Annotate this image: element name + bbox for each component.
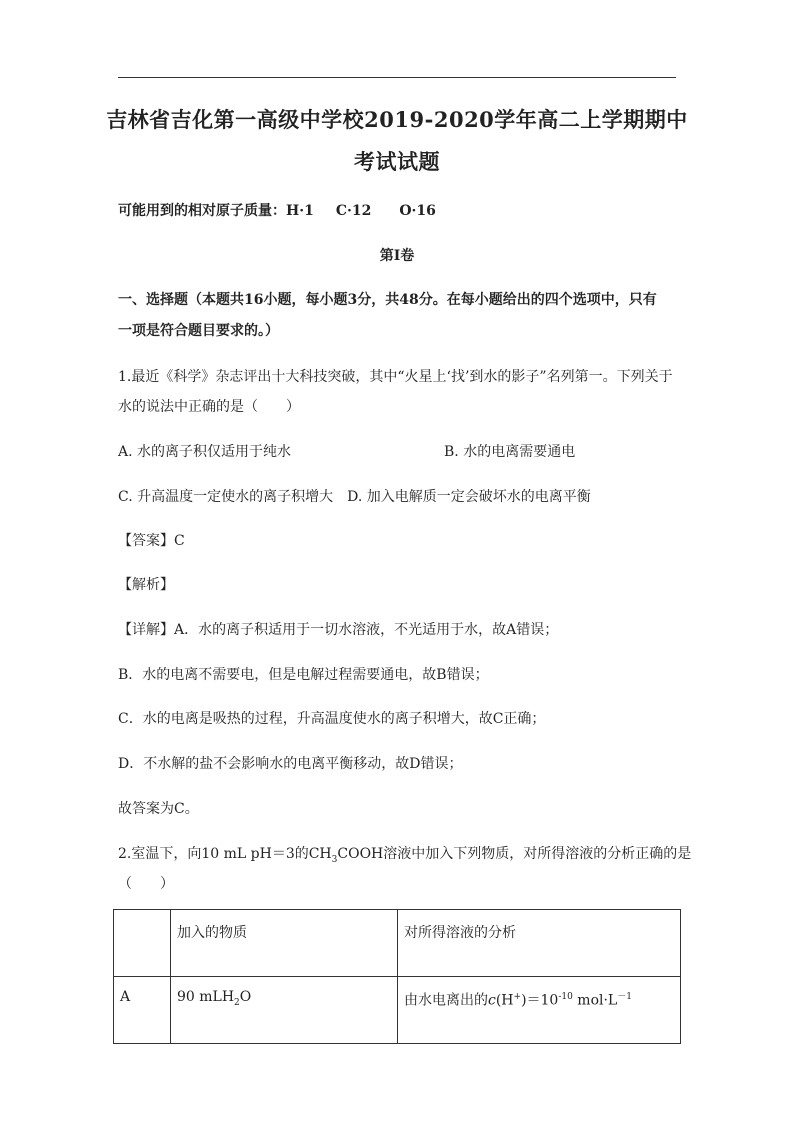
table-row [114,977,681,1044]
q1-stem-line-1: 1.最近《科学》杂志评出十大科技突破，其中“火星上‘找’到水的影子”名列第一。下列关于 [118,369,673,385]
table-header-cell-label [114,910,171,977]
analysis-a-paren: (H [495,992,514,1009]
analysis-a-pre: 由水电离出的 [404,992,488,1009]
atomic-mass-label: 可能用到的相对原子质量： [118,203,286,219]
q1-option-c-d: C. 升高温度一定使水的离子积增大 D. 加入电解质一定会破坏水的电离平衡 [118,489,591,505]
atomic-mass-line [118,200,436,220]
q1-option-b: B. 水的电离需要通电 [444,444,576,460]
q2-table [113,909,681,1044]
volume-label: 第Ⅰ卷 [379,248,415,264]
exam-title-line-1: 吉林省吉化第一高级中学校2019-2020学年高二上学期期中 [106,107,688,132]
table-header-row [114,910,681,977]
exam-title-line-2: 考试试题 [354,149,440,174]
q2-stem-line-1 [118,843,691,865]
atomic-mass-c: C·12 [335,203,372,219]
table-cell-substance-a [171,977,398,1044]
q1-option-a: A. 水的离子积仅适用于纯水 [118,444,292,460]
q1-detail-d: D．不水解的盐不会影响水的电离平衡移动，故D错误； [118,756,463,772]
analysis-a-unit: mol·L [572,992,618,1009]
table-cell-analysis-a [398,977,681,1044]
q1-detail-b: B．水的电离不需要电，但是电解过程需要通电，故B错误； [118,667,489,683]
header-rule [118,77,676,78]
q1-conclusion: 故答案为C。 [118,801,199,817]
q1-stem-line-2: 水的说法中正确的是（ ） [118,399,300,415]
analysis-a-unit-exp: －1 [617,992,632,1002]
table-header-cell-substance: 加入的物质 [171,910,398,977]
substance-a-sub: 2 [234,997,240,1008]
q1-analysis-label: 【解析】 [118,577,174,593]
q2-stem-line-2: （ ） [118,876,174,892]
analysis-a-plus: + [513,992,522,1002]
atomic-mass-h: H·1 [286,203,314,219]
section-heading-line-1: 一、选择题（本题共16小题，每小题3分，共48分。在每小题给出的四个选项中，只有 [118,292,657,308]
q1-detail-a: 【详解】A．水的离子积适用于一切水溶液，不光适用于水，故A错误； [118,622,559,638]
analysis-a-c: c [488,992,496,1009]
table-header-cell-analysis: 对所得溶液的分析 [398,910,681,977]
q2-stem-post: COOH溶液中加入下列物质，对所得溶液的分析正确的是 [337,846,692,862]
table-cell-option-a: A [114,977,171,1044]
atomic-mass-o: O·16 [399,203,436,219]
q2-stem-pre: 2.室温下，向10 mL pH＝3的CH [118,846,332,862]
analysis-a-exp: -10 [558,992,573,1002]
substance-a-pre: 90 mLH [177,989,235,1005]
substance-a-post: O [239,989,252,1005]
analysis-a-eq: )＝10 [521,992,559,1009]
q1-answer: 【答案】C [118,533,185,549]
q1-detail-c: C．水的电离是吸热的过程，升高温度使水的离子积增大，故C正确； [118,711,546,727]
section-heading-line-2: 一项是符合题目要求的。） [118,323,279,339]
q2-stem-sub: 3 [331,854,338,865]
